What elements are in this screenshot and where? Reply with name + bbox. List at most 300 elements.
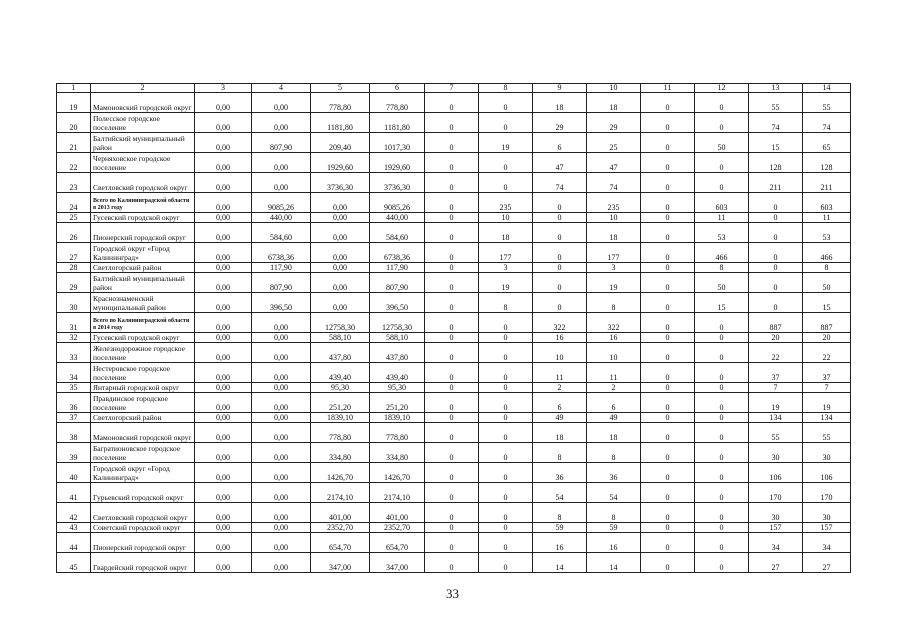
value-cell: 49	[533, 413, 587, 423]
value-cell: 0,00	[252, 333, 311, 343]
value-cell: 22	[749, 343, 803, 363]
row-number: 20	[57, 113, 91, 133]
value-cell: 177	[479, 243, 533, 263]
value-cell: 0,00	[195, 223, 252, 243]
value-cell: 0	[479, 423, 533, 443]
value-cell: 0,00	[252, 363, 311, 383]
value-cell: 807,90	[252, 133, 311, 153]
value-cell: 0,00	[252, 553, 311, 573]
value-cell: 59	[587, 523, 641, 533]
territory-name: Нестеровское городское поселение	[91, 363, 195, 383]
value-cell: 65	[803, 133, 851, 153]
value-cell: 0	[479, 363, 533, 383]
territory-name: Балтийский муниципальный район	[91, 133, 195, 153]
value-cell: 0	[479, 553, 533, 573]
row-number: 33	[57, 343, 91, 363]
value-cell: 334,80	[370, 443, 425, 463]
value-cell: 0	[479, 93, 533, 113]
value-cell: 8	[533, 443, 587, 463]
value-cell: 0,00	[311, 243, 370, 263]
value-cell: 10	[587, 343, 641, 363]
value-cell: 18	[479, 223, 533, 243]
value-cell: 0,00	[311, 263, 370, 273]
value-cell: 0	[695, 313, 749, 333]
value-cell: 1017,30	[370, 133, 425, 153]
row-number: 43	[57, 523, 91, 533]
table-row	[57, 363, 851, 383]
value-cell: 0,00	[252, 393, 311, 413]
value-cell: 235	[479, 193, 533, 213]
value-cell: 37	[749, 363, 803, 383]
value-cell: 170	[749, 483, 803, 503]
value-cell: 0	[695, 173, 749, 193]
territory-name: Всего по Калининградской области в 2013 году	[91, 193, 195, 213]
value-cell: 19	[749, 393, 803, 413]
value-cell: 54	[587, 483, 641, 503]
value-cell: 0,00	[195, 273, 252, 293]
value-cell: 0	[641, 213, 695, 223]
value-cell: 106	[803, 463, 851, 483]
value-cell: 30	[749, 503, 803, 523]
value-cell: 0	[533, 293, 587, 313]
value-cell: 16	[533, 533, 587, 553]
value-cell: 0,00	[252, 533, 311, 553]
value-cell: 0,00	[195, 193, 252, 213]
row-number: 29	[57, 273, 91, 293]
value-cell: 128	[803, 153, 851, 173]
value-cell: 0,00	[195, 503, 252, 523]
value-cell: 0	[425, 313, 479, 333]
value-cell: 16	[587, 533, 641, 553]
table-row	[57, 173, 851, 193]
value-cell: 807,90	[370, 273, 425, 293]
header-cell: 12	[695, 84, 749, 93]
value-cell: 0,00	[252, 93, 311, 113]
value-cell: 0	[425, 223, 479, 243]
value-cell: 20	[749, 333, 803, 343]
value-cell: 0	[425, 423, 479, 443]
value-cell: 19	[479, 133, 533, 153]
territory-name: Гусевский городской округ	[91, 333, 195, 343]
table-row	[57, 133, 851, 153]
header-cell: 11	[641, 84, 695, 93]
value-cell: 466	[695, 243, 749, 263]
value-cell: 0	[641, 173, 695, 193]
value-cell: 0	[641, 383, 695, 393]
table-row	[57, 463, 851, 483]
value-cell: 0	[641, 243, 695, 263]
value-cell: 29	[533, 113, 587, 133]
value-cell: 0,00	[195, 443, 252, 463]
value-cell: 0,00	[252, 523, 311, 533]
value-cell: 251,20	[370, 393, 425, 413]
row-number: 40	[57, 463, 91, 483]
territory-name: Пионерский городской округ	[91, 533, 195, 553]
territory-name: Гурьевский городской округ	[91, 483, 195, 503]
value-cell: 0	[425, 263, 479, 273]
row-number: 34	[57, 363, 91, 383]
value-cell: 603	[695, 193, 749, 213]
territory-name: Городской округ «Город Калининград»	[91, 463, 195, 483]
header-cell: 1	[57, 84, 91, 93]
row-number: 27	[57, 243, 91, 263]
value-cell: 12758,30	[370, 313, 425, 333]
value-cell: 0	[479, 153, 533, 173]
value-cell: 19	[479, 273, 533, 293]
value-cell: 117,90	[252, 263, 311, 273]
value-cell: 47	[587, 153, 641, 173]
territory-name: Правдинское городское поселение	[91, 393, 195, 413]
value-cell: 11	[695, 213, 749, 223]
value-cell: 588,10	[370, 333, 425, 343]
value-cell: 50	[695, 273, 749, 293]
value-cell: 36	[533, 463, 587, 483]
value-cell: 440,00	[370, 213, 425, 223]
table-row	[57, 223, 851, 243]
table-row	[57, 383, 851, 393]
value-cell: 6	[533, 393, 587, 413]
value-cell: 0	[695, 113, 749, 133]
value-cell: 0,00	[252, 313, 311, 333]
value-cell: 0	[749, 293, 803, 313]
territory-name: Советский городской округ	[91, 523, 195, 533]
value-cell: 0	[425, 363, 479, 383]
territory-name: Железнодорожное городское поселение	[91, 343, 195, 363]
row-number: 31	[57, 313, 91, 333]
table-row	[57, 523, 851, 533]
value-cell: 0	[479, 533, 533, 553]
value-cell: 584,60	[370, 223, 425, 243]
territory-name: Багратионовское городское поселение	[91, 443, 195, 463]
value-cell: 0	[695, 423, 749, 443]
value-cell: 18	[587, 423, 641, 443]
value-cell: 0	[479, 173, 533, 193]
value-cell: 401,00	[370, 503, 425, 523]
value-cell: 0	[695, 333, 749, 343]
value-cell: 0,00	[195, 553, 252, 573]
value-cell: 29	[587, 113, 641, 133]
value-cell: 0	[425, 443, 479, 463]
value-cell: 0,00	[195, 533, 252, 553]
row-number: 44	[57, 533, 91, 553]
value-cell: 0	[533, 273, 587, 293]
value-cell: 0,00	[252, 443, 311, 463]
row-number: 21	[57, 133, 91, 153]
value-cell: 34	[749, 533, 803, 553]
table-row	[57, 413, 851, 423]
value-cell: 401,00	[311, 503, 370, 523]
territory-name: Краснознаменский муниципальный район	[91, 293, 195, 313]
header-cell: 13	[749, 84, 803, 93]
value-cell: 0	[749, 223, 803, 243]
value-cell: 16	[587, 333, 641, 343]
value-cell: 0	[533, 263, 587, 273]
value-cell: 0	[425, 153, 479, 173]
value-cell: 55	[803, 93, 851, 113]
row-number: 22	[57, 153, 91, 173]
value-cell: 0,00	[252, 483, 311, 503]
value-cell: 49	[587, 413, 641, 423]
value-cell: 0	[749, 193, 803, 213]
value-cell: 170	[803, 483, 851, 503]
value-cell: 3736,30	[311, 173, 370, 193]
value-cell: 0,00	[195, 393, 252, 413]
value-cell: 0	[641, 343, 695, 363]
value-cell: 0,00	[252, 113, 311, 133]
value-cell: 50	[695, 133, 749, 153]
value-cell: 18	[533, 423, 587, 443]
value-cell: 0	[641, 113, 695, 133]
value-cell: 588,10	[311, 333, 370, 343]
value-cell: 0	[641, 363, 695, 383]
value-cell: 19	[587, 273, 641, 293]
value-cell: 0	[479, 313, 533, 333]
table-row	[57, 113, 851, 133]
value-cell: 0	[695, 393, 749, 413]
table-row	[57, 483, 851, 503]
value-cell: 59	[533, 523, 587, 533]
value-cell: 1181,80	[311, 113, 370, 133]
value-cell: 0,00	[252, 503, 311, 523]
value-cell: 0	[425, 273, 479, 293]
value-cell: 439,40	[370, 363, 425, 383]
header-cell: 8	[479, 84, 533, 93]
header-cell: 10	[587, 84, 641, 93]
value-cell: 0,00	[252, 173, 311, 193]
value-cell: 1929,60	[370, 153, 425, 173]
value-cell: 0	[695, 413, 749, 423]
value-cell: 0	[425, 113, 479, 133]
value-cell: 47	[533, 153, 587, 173]
value-cell: 54	[533, 483, 587, 503]
value-cell: 0,00	[311, 273, 370, 293]
value-cell: 0	[641, 443, 695, 463]
row-number: 19	[57, 93, 91, 113]
territory-name: Черняховское городское поселение	[91, 153, 195, 173]
value-cell: 0	[641, 223, 695, 243]
territory-name: Светловский городской округ	[91, 173, 195, 193]
value-cell: 134	[749, 413, 803, 423]
territory-name: Городской округ «Город Калининград»	[91, 243, 195, 263]
value-cell: 25	[587, 133, 641, 153]
row-number: 42	[57, 503, 91, 523]
value-cell: 0	[695, 343, 749, 363]
value-cell: 0,00	[195, 483, 252, 503]
value-cell: 55	[803, 423, 851, 443]
value-cell: 55	[749, 423, 803, 443]
value-cell: 0	[641, 293, 695, 313]
value-cell: 0	[695, 483, 749, 503]
value-cell: 0	[479, 463, 533, 483]
row-number: 38	[57, 423, 91, 443]
row-number: 23	[57, 173, 91, 193]
value-cell: 0	[641, 153, 695, 173]
value-cell: 211	[803, 173, 851, 193]
value-cell: 0,00	[252, 463, 311, 483]
value-cell: 0	[425, 213, 479, 223]
value-cell: 2352,70	[311, 523, 370, 533]
value-cell: 1426,70	[370, 463, 425, 483]
value-cell: 11	[803, 213, 851, 223]
value-cell: 0	[641, 423, 695, 443]
data-table	[56, 83, 851, 573]
value-cell: 30	[803, 503, 851, 523]
table-row	[57, 533, 851, 553]
value-cell: 1181,80	[370, 113, 425, 133]
value-cell: 0	[425, 293, 479, 313]
value-cell: 15	[749, 133, 803, 153]
value-cell: 603	[803, 193, 851, 213]
value-cell: 0,00	[195, 463, 252, 483]
value-cell: 0	[695, 553, 749, 573]
value-cell: 6	[587, 393, 641, 413]
value-cell: 0,00	[252, 153, 311, 173]
value-cell: 0	[425, 463, 479, 483]
value-cell: 8	[587, 293, 641, 313]
value-cell: 3	[587, 263, 641, 273]
value-cell: 134	[803, 413, 851, 423]
value-cell: 0	[695, 463, 749, 483]
value-cell: 0	[641, 413, 695, 423]
value-cell: 106	[749, 463, 803, 483]
value-cell: 778,80	[311, 423, 370, 443]
value-cell: 0	[749, 213, 803, 223]
value-cell: 0,00	[252, 383, 311, 393]
value-cell: 0	[425, 553, 479, 573]
value-cell: 0,00	[195, 153, 252, 173]
page-number: 33	[446, 586, 459, 601]
value-cell: 157	[749, 523, 803, 533]
value-cell: 0	[533, 193, 587, 213]
value-cell: 0	[425, 133, 479, 153]
value-cell: 440,00	[252, 213, 311, 223]
value-cell: 95,30	[370, 383, 425, 393]
territory-name: Гвардейский городской округ	[91, 553, 195, 573]
row-number: 39	[57, 443, 91, 463]
territory-name: Янтарный городской округ	[91, 383, 195, 393]
table-row	[57, 343, 851, 363]
table-row	[57, 213, 851, 223]
value-cell: 0	[641, 503, 695, 523]
value-cell: 0	[641, 393, 695, 413]
value-cell: 439,40	[311, 363, 370, 383]
row-number: 25	[57, 213, 91, 223]
value-cell: 20	[803, 333, 851, 343]
header-cell: 9	[533, 84, 587, 93]
value-cell: 0	[479, 343, 533, 363]
territory-name: Всего по Калининградской области в 2014 году	[91, 313, 195, 333]
value-cell: 0	[641, 483, 695, 503]
territory-name: Пионерский городской округ	[91, 223, 195, 243]
value-cell: 0	[425, 393, 479, 413]
value-cell: 0	[425, 173, 479, 193]
value-cell: 6	[533, 133, 587, 153]
value-cell: 466	[803, 243, 851, 263]
value-cell: 30	[749, 443, 803, 463]
value-cell: 0	[425, 483, 479, 503]
value-cell: 251,20	[311, 393, 370, 413]
value-cell: 2174,10	[370, 483, 425, 503]
value-cell: 887	[749, 313, 803, 333]
header-cell: 4	[252, 84, 311, 93]
header-cell: 5	[311, 84, 370, 93]
value-cell: 10	[479, 213, 533, 223]
value-cell: 322	[587, 313, 641, 333]
value-cell: 0	[749, 273, 803, 293]
value-cell: 0	[479, 503, 533, 523]
territory-name: Светлогорский район	[91, 263, 195, 273]
value-cell: 0	[641, 463, 695, 483]
header-cell: 14	[803, 84, 851, 93]
value-cell: 53	[695, 223, 749, 243]
table-row	[57, 333, 851, 343]
value-cell: 0	[533, 223, 587, 243]
territory-name: Балтийский муниципальный район	[91, 273, 195, 293]
table-row	[57, 93, 851, 113]
value-cell: 0	[695, 443, 749, 463]
value-cell: 14	[533, 553, 587, 573]
value-cell: 14	[587, 553, 641, 573]
value-cell: 0	[425, 343, 479, 363]
value-cell: 0,00	[195, 363, 252, 383]
value-cell: 334,80	[311, 443, 370, 463]
value-cell: 10	[587, 213, 641, 223]
value-cell: 0	[425, 383, 479, 393]
territory-name: Светловский городской округ	[91, 503, 195, 523]
header-cell: 2	[91, 84, 195, 93]
value-cell: 0	[695, 503, 749, 523]
value-cell: 778,80	[311, 93, 370, 113]
row-number: 35	[57, 383, 91, 393]
value-cell: 0,00	[195, 313, 252, 333]
value-cell: 0	[425, 503, 479, 523]
value-cell: 0	[695, 363, 749, 383]
value-cell: 3736,30	[370, 173, 425, 193]
value-cell: 27	[803, 553, 851, 573]
value-cell: 0	[641, 273, 695, 293]
value-cell: 7	[803, 383, 851, 393]
value-cell: 0,00	[252, 413, 311, 423]
row-number: 30	[57, 293, 91, 313]
territory-name: Мамоновский городской округ	[91, 93, 195, 113]
row-number: 45	[57, 553, 91, 573]
value-cell: 0	[695, 533, 749, 553]
value-cell: 0	[641, 193, 695, 213]
value-cell: 0	[695, 383, 749, 393]
territory-name: Мамоновский городской округ	[91, 423, 195, 443]
table-row	[57, 263, 851, 273]
value-cell: 2	[533, 383, 587, 393]
value-cell: 9085,26	[370, 193, 425, 213]
value-cell: 0,00	[195, 383, 252, 393]
value-cell: 3	[479, 263, 533, 273]
territory-name: Светлогорский район	[91, 413, 195, 423]
header-cell: 7	[425, 84, 479, 93]
value-cell: 53	[803, 223, 851, 243]
value-cell: 0	[479, 383, 533, 393]
value-cell: 0,00	[195, 333, 252, 343]
value-cell: 2	[587, 383, 641, 393]
value-cell: 0	[479, 113, 533, 133]
value-cell: 0	[695, 153, 749, 173]
value-cell: 437,80	[370, 343, 425, 363]
value-cell: 778,80	[370, 93, 425, 113]
value-cell: 128	[749, 153, 803, 173]
value-cell: 1929,60	[311, 153, 370, 173]
value-cell: 37	[803, 363, 851, 383]
table-row	[57, 423, 851, 443]
value-cell: 347,00	[311, 553, 370, 573]
